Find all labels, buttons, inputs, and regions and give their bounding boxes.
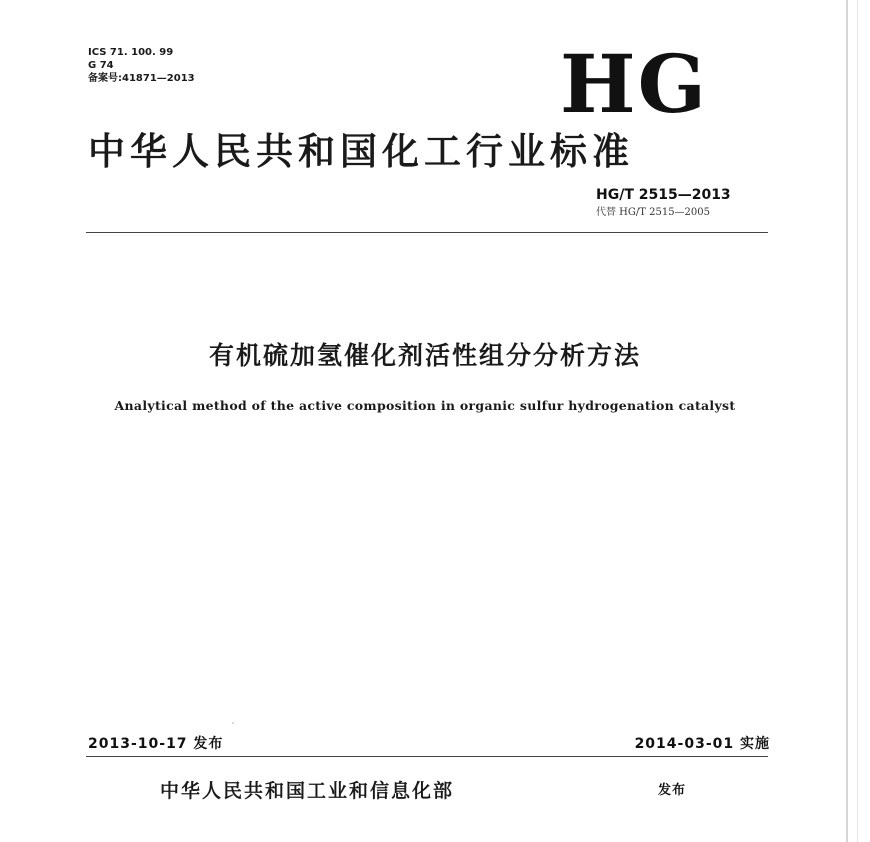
top-divider bbox=[86, 232, 768, 233]
issuer-action: 发布 bbox=[658, 783, 687, 798]
ics-code: ICS 71. 100. 99 bbox=[88, 47, 174, 58]
page-edge bbox=[857, 0, 858, 842]
scan-speck bbox=[232, 722, 234, 724]
standard-category-title: 中华人民共和国化工行业标准 bbox=[88, 130, 634, 173]
implementation-date: 2014-03-01 实施 bbox=[634, 736, 770, 752]
ccs-code: G 74 bbox=[88, 60, 114, 71]
issuing-authority: 中华人民共和国工业和信息化部 bbox=[160, 780, 455, 802]
document-title-chinese: 有机硫加氢催化剂活性组分分析方法 bbox=[208, 341, 641, 370]
issue-date: 2013-10-17 发布 bbox=[88, 736, 224, 752]
classification-codes bbox=[88, 46, 195, 85]
bottom-divider bbox=[86, 756, 768, 757]
hg-logo: HG bbox=[560, 37, 708, 131]
page-edge bbox=[846, 0, 848, 842]
document-title-english: Analytical method of the active composition in organic sulfur hydrogenation catalyst bbox=[114, 398, 736, 413]
record-number: 备案号:41871—2013 bbox=[88, 73, 195, 84]
standard-number: HG/T 2515—2013 bbox=[596, 187, 731, 203]
replaces-standard: 代替 HG/T 2515—2005 bbox=[596, 207, 711, 218]
